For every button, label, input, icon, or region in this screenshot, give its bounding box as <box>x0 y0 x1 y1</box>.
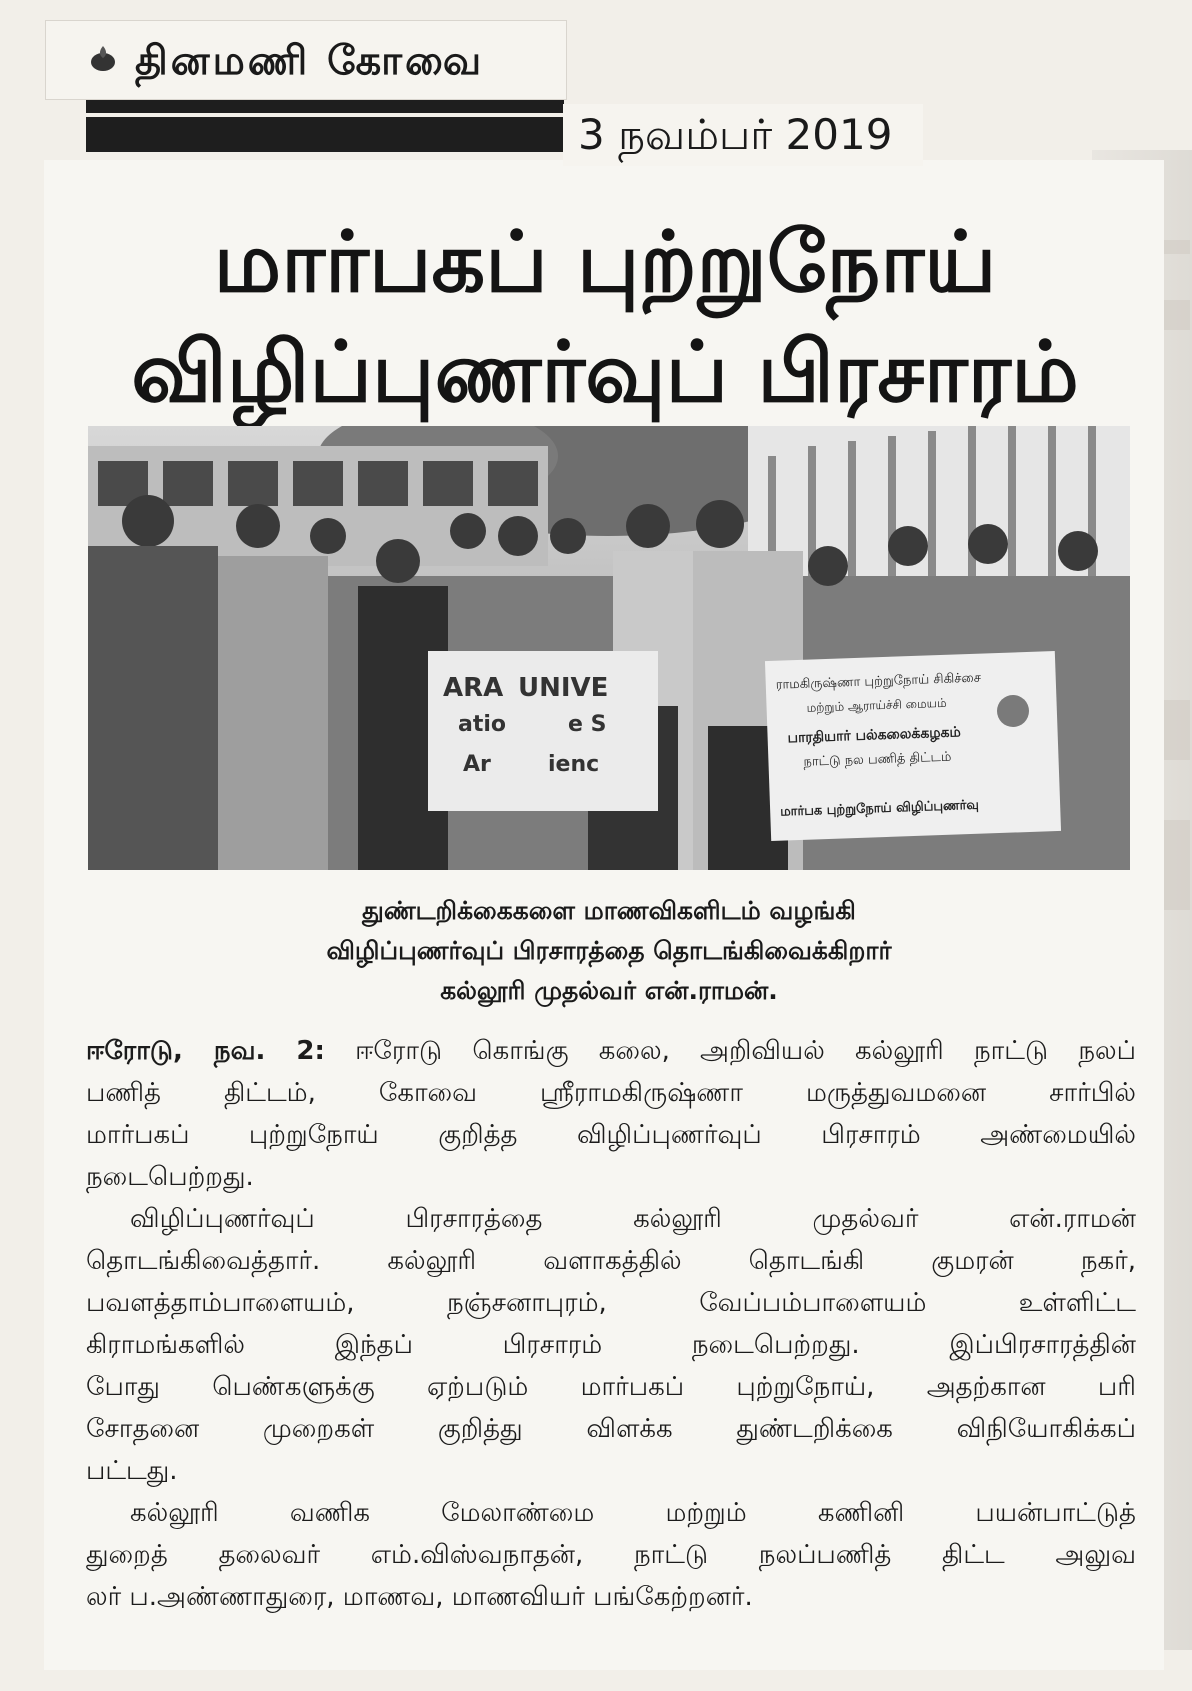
banner-right-text: மார்பக புற்றுநோய் விழிப்புணர்வு <box>779 797 980 820</box>
banner-left-text: ienc <box>548 752 600 777</box>
banner-left-text: Ar <box>463 752 491 777</box>
article-text: நடைபெற்றது. <box>86 1162 254 1192</box>
headline-line-1: மார்பகப் புற்றுநோய் <box>213 213 997 311</box>
article-text: துறைத் தலைவர் எம்.விஸ்வநாதன், நாட்டு நலப்பணித் திட்ட அலுவ <box>86 1540 1136 1570</box>
article-text: கிராமங்களில் இந்தப் பிரசாரம் நடைபெற்றது. இப்பிரசாரத்தின் <box>86 1330 1136 1360</box>
banner-right-text: நாட்டு நல பணித் திட்டம் <box>803 749 952 770</box>
article-dateline: ஈரோடு, நவ. 2: <box>86 1036 325 1066</box>
masthead-rule <box>86 100 564 152</box>
photo-caption-line: கல்லூரி முதல்வர் என்.ராமன். <box>440 976 778 1005</box>
publication-date: 3 நவம்பர் 2019 <box>578 110 893 159</box>
article-text: விழிப்புணர்வுப் பிரசாரத்தை கல்லூரி முதல்வர் என்.ராமன் <box>130 1204 1136 1234</box>
banner-left-text: e S <box>568 712 607 737</box>
article-text: தொடங்கிவைத்தார். கல்லூரி வளாகத்தில் தொடங்கி குமரன் நகர், <box>86 1246 1136 1276</box>
article-text: பட்டது. <box>86 1456 178 1486</box>
lamp-logo-icon <box>88 42 118 74</box>
newspaper-name: தினமணி கோவை <box>135 38 485 84</box>
article-text: கல்லூரி வணிக மேலாண்மை மற்றும் கணினி பயன்பாட்டுத் <box>130 1498 1136 1528</box>
article-text: பவளத்தாம்பாளையம், நஞ்சனாபுரம், வேப்பம்பாளையம் உள்ளிட்ட <box>86 1288 1136 1318</box>
banner-left-text: ARA <box>443 673 504 703</box>
article-text: மார்பகப் புற்றுநோய் குறித்த விழிப்புணர்வுப் பிரசாரம் அண்மையில் <box>86 1120 1136 1150</box>
banner-left-text: atio <box>458 712 507 737</box>
article-text: பணித் திட்டம், கோவை ஸ்ரீராமகிருஷ்ணா மருத்துவமனை சார்பில் <box>86 1078 1136 1108</box>
photo-caption-line: விழிப்புணர்வுப் பிரசாரத்தை தொடங்கிவைக்கிறார் <box>326 936 892 965</box>
article-text: ஈரோடு கொங்கு கலை, அறிவியல் கல்லூரி நாட்டு நலப் <box>355 1036 1136 1066</box>
banner-right-text: ராமகிருஷ்ணா புற்றுநோய் சிகிச்சை <box>775 670 982 693</box>
article-text: போது பெண்களுக்கு ஏற்படும் மார்பகப் புற்றுநோய், அதற்கான பரி <box>86 1372 1136 1402</box>
banner-left-text: UNIVE <box>518 673 609 703</box>
headline-line-2: விழிப்புணர்வுப் பிரசாரம் <box>131 323 1079 421</box>
photo-caption-line: துண்டறிக்கைகளை மாணவிகளிடம் வழங்கி <box>362 896 856 925</box>
article-text: லர் ப.அண்ணாதுரை, மாணவ, மாணவியர் பங்கேற்றனர். <box>86 1582 753 1612</box>
banner-right-text: மற்றும் ஆராய்ச்சி மையம் <box>806 695 947 715</box>
banner-right-text: பாரதியார் பல்கலைக்கழகம் <box>787 724 962 747</box>
article-photo <box>88 426 1130 870</box>
article-text: சோதனை முறைகள் குறித்து விளக்க துண்டறிக்கை விநியோகிக்கப் <box>86 1414 1136 1444</box>
